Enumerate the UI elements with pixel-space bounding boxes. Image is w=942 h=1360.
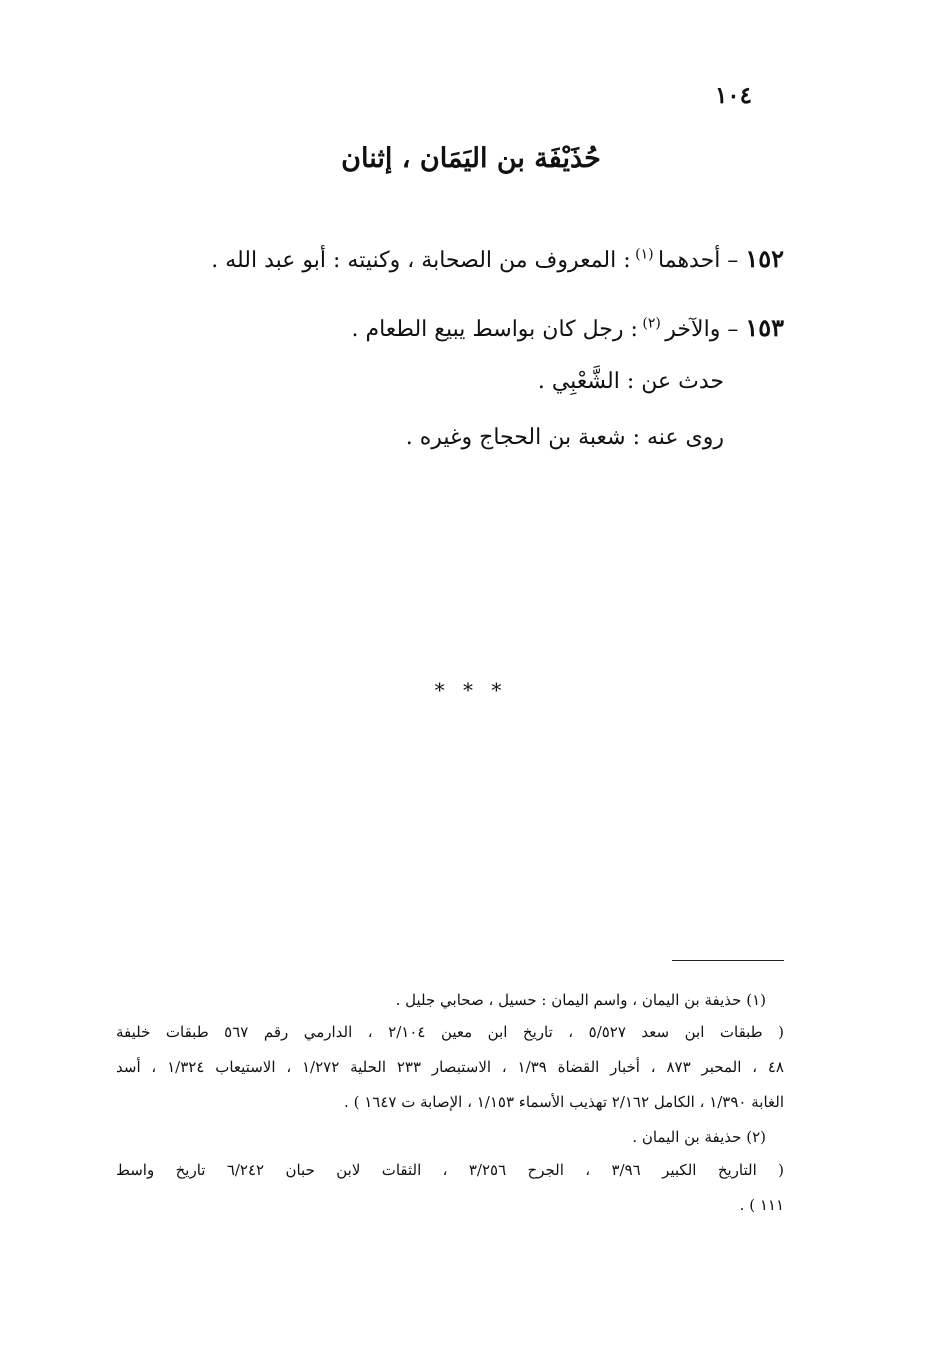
entry-153	[352, 313, 785, 342]
entry-152	[211, 244, 784, 273]
footnote-2-sources-line-1: ( التاريخ الكبير ٣/٩٦ ، الجرح ٣/٢٥٦ ، الثقات لابن حبان ٦/٢٤٢ تاريخ واسط	[116, 1161, 784, 1179]
narrated-from-line: حدث عن : الشَّعْبِي .	[537, 369, 724, 394]
narrators-line: روى عنه : شعبة بن الحجاج وغيره .	[405, 425, 724, 450]
footnote-rule	[672, 960, 784, 961]
footnote-1-sources-line-3: الغابة ١/٣٩٠ ، الكامل ٢/١٦٢ تهذيب الأسماء ١/١٥٣ ، الإصابة ت ١٦٤٧ ) .	[344, 1093, 784, 1111]
entry-name: والآخر	[665, 317, 721, 342]
entry-dash: –	[720, 317, 746, 342]
entry-text: : المعروف من الصحابة ، وكنيته : أبو عبد الله .	[211, 248, 631, 273]
footnote-2-sources-line-2: ١١١ ) .	[739, 1196, 784, 1214]
footnote-ref: (٢)	[637, 315, 666, 332]
footnote-2: (٢) حذيفة بن اليمان .	[632, 1128, 766, 1146]
entry-dash: –	[720, 248, 746, 273]
entry-number: ١٥٢	[745, 244, 784, 273]
footnote-ref: (١)	[630, 246, 659, 263]
entry-name: أحدهما	[658, 248, 721, 273]
footnote-1: (١) حذيفة بن اليمان ، واسم اليمان : حسيل ، صحابي جليل .	[395, 991, 766, 1009]
entry-text: : رجل كان بواسط يبيع الطعام .	[351, 317, 638, 342]
section-separator: * * *	[434, 678, 508, 702]
footnote-1-sources-line-1: ( طبقات ابن سعد ٥/٥٢٧ ، تاريخ ابن معين ٢/١٠٤ ، الدارمي رقم ٥٦٧ طبقات خليفة	[116, 1023, 784, 1041]
entry-number: ١٥٣	[745, 313, 784, 342]
footnote-1-sources-line-2: ٤٨ ، المحبر ٨٧٣ ، أخبار القضاة ١/٣٩ ، الاستبصار ٢٣٣ الحلية ١/٢٧٢ ، الاستيعاب ١/٣٢٤ ، أسد	[116, 1058, 784, 1076]
page-title: حُذَيْفَة بن اليَمَان ، إثنان	[341, 143, 601, 174]
page-number: ١٠٤	[714, 82, 752, 109]
